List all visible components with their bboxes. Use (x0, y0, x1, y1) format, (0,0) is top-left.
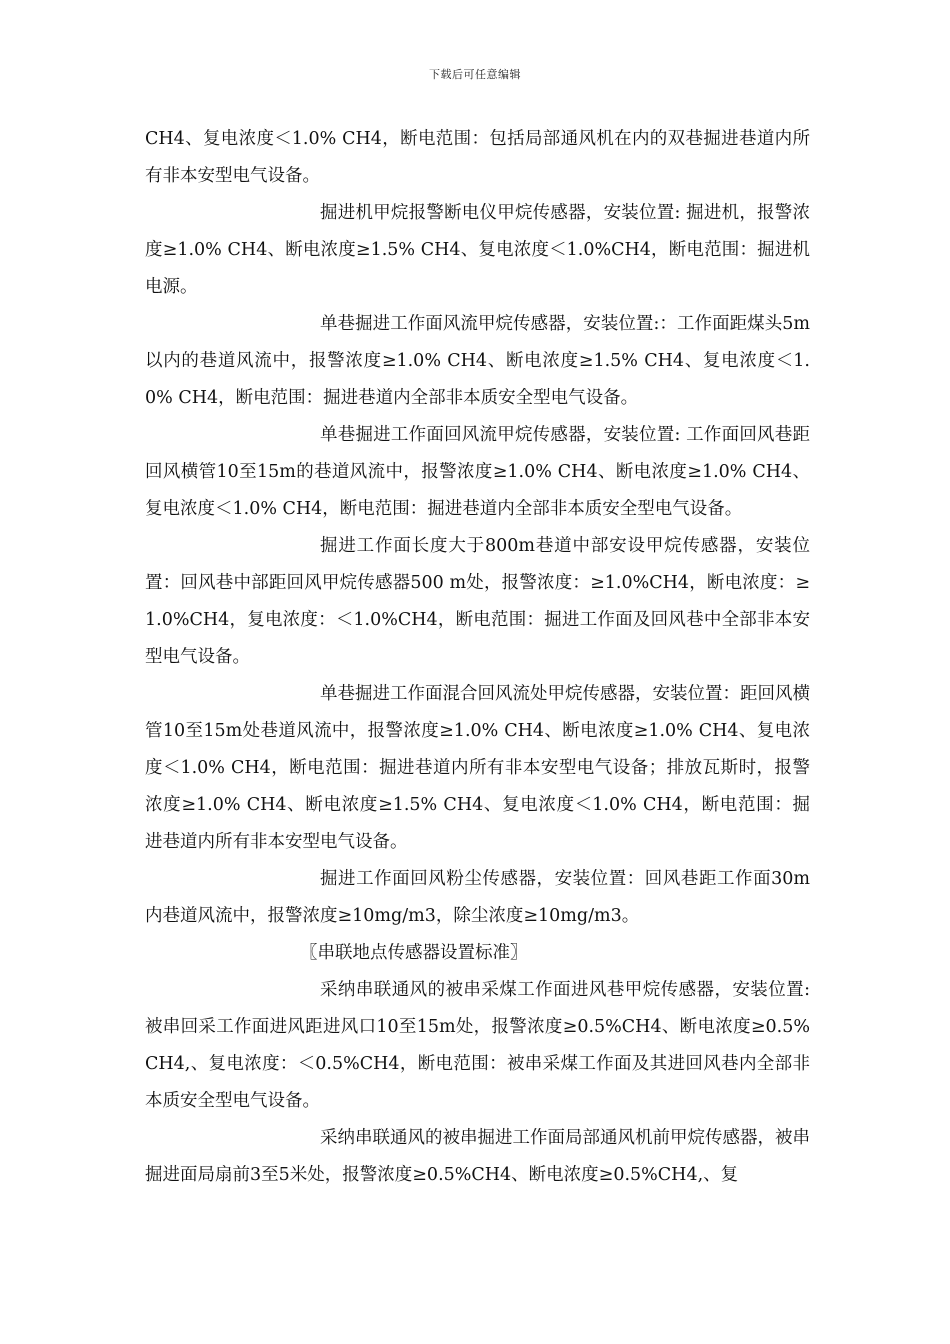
paragraph-face-airflow-sensor: 单巷掘进工作面风流甲烷传感器，安装位置:：工作面距煤头5m以内的巷道风流中，报警浓度≥1.0% CH4、断电浓度≥1.5% CH4、复电浓度＜1.0% CH4，断电范围：掘进巷道内全部非本质安全型电气设备。 (145, 314, 810, 408)
paragraph-return-airflow-sensor: 单巷掘进工作面回风流甲烷传感器，安装位置: 工作面回风巷距回风横管10至15m的巷道风流中，报警浓度≥1.0% CH4、断电浓度≥1.0% CH4、复电浓度＜1.0% CH4，断电范围：掘进巷道内全部非本质安全型电气设备。 (145, 425, 810, 519)
paragraph-roadheader-sensor: 掘进机甲烷报警断电仪甲烷传感器，安装位置: 掘进机，报警浓度≥1.0% CH4、断电浓度≥1.5% CH4、复电浓度＜1.0%CH4，断电范围：掘进机电源。 (145, 203, 810, 297)
paragraph-midroadway-sensor: 掘进工作面长度大于800m巷道中部安设甲烷传感器，安装位置：回风巷中部距回风甲烷传感器500 m处，报警浓度：≥1.0%CH4，断电浓度：≥1.0%CH4，复电浓度：＜1.0%CH4，断电范围：掘进工作面及回风巷中全部非本安型电气设备。 (145, 536, 810, 667)
paragraph-series-mining-sensor: 采纳串联通风的被串采煤工作面进风巷甲烷传感器，安装位置: 被串回采工作面进风距进风口10至15m处，报警浓度≥0.5%CH4、断电浓度≥0.5%CH4,、复电浓度：＜0.5%CH4，断电范围：被串采煤工作面及其进回风巷内全部非本质安全型电气设备。 (145, 980, 810, 1111)
paragraph-dust-sensor: 掘进工作面回风粉尘传感器，安装位置：回风巷距工作面30m内巷道风流中，报警浓度≥10mg/m3，除尘浓度≥10mg/m3。 (145, 869, 810, 926)
paragraph-mixed-return-sensor: 单巷掘进工作面混合回风流处甲烷传感器，安装位置：距回风横管10至15m处巷道风流中，报警浓度≥1.0% CH4、断电浓度≥1.0% CH4、复电浓度＜1.0% CH4，断电范围：掘进巷道内所有非本安型电气设备；排放瓦斯时，报警浓度≥1.0% CH4、断电浓度≥1.5% CH4、复电浓度＜1.0% CH4，断电范围：掘进巷道内所有非本安型电气设备。 (145, 684, 810, 852)
paragraph-continuation: CH4、复电浓度＜1.0% CH4，断电范围：包括局部通风机在内的双巷掘进巷道内所有非本安型电气设备。 (145, 129, 810, 186)
section-heading: 〖串联地点传感器设置标准〗 (300, 943, 528, 963)
document-body (145, 121, 810, 1194)
paragraph-series-heading-sensor: 采纳串联通风的被串掘进工作面局部通风机前甲烷传感器，被串掘进面局扇前3至5米处，报警浓度≥0.5%CH4、断电浓度≥0.5%CH4,、复 (145, 1128, 810, 1185)
page-header: 下载后可任意编辑 (429, 68, 521, 81)
